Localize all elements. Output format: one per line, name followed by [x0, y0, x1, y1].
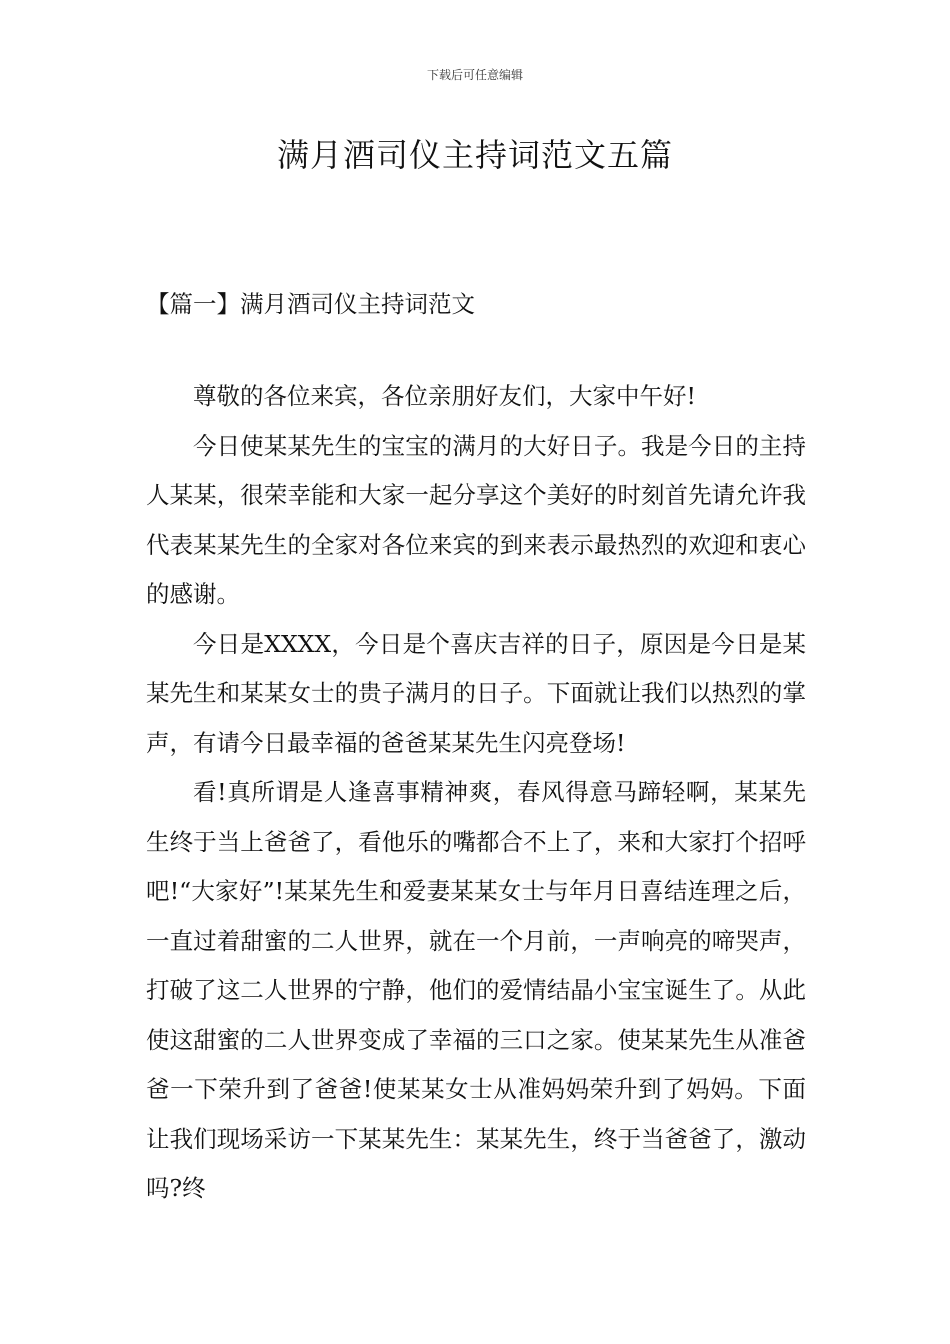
header-note: 下载后可任意编辑 [426, 68, 523, 82]
paragraph-introduction: 今日使某某先生的宝宝的满月的大好日子。我是今日的主持人某某，很荣幸能和大家一起分享这个美好的时刻首先请允许我代表某某先生的全家对各位来宾的到来表示最热烈的欢迎和衷心的感谢。 [146, 431, 806, 608]
paragraph-greeting: 尊敬的各位来宾，各位亲朋好友们，大家中午好! [193, 382, 696, 410]
page-title: 满月酒司仪主持词范文五篇 [276, 136, 673, 174]
paragraph-occasion: 今日是XXXX，今日是个喜庆吉祥的日子，原因是今日是某某先生和某某女士的贵子满月的日子。下面就让我们以热烈的掌声，有请今日最幸福的爸爸某某先生闪亮登场! [146, 629, 806, 757]
section-heading: 【篇一】满月酒司仪主持词范文 [146, 290, 475, 318]
body-text [146, 372, 806, 1214]
paragraph-story: 看!真所谓是人逢喜事精神爽，春风得意马蹄轻啊，某某先生终于当上爸爸了，看他乐的嘴都合不上了，来和大家打个招呼吧!“大家好”!某某先生和爱妻某某女士与年月日喜结连理之后，一直过着甜蜜的二人世界，就在一个月前，一声响亮的啼哭声，打破了这二人世界的宁静，他们的爱情结晶小宝宝诞生了。从此使这甜蜜的二人世界变成了幸福的三口之家。使某某先生从准爸爸一下荣升到了爸爸!使某某女士从准妈妈荣升到了妈妈。下面让我们现场采访一下某某先生：某某先生，终于当爸爸了，激动吗?终 [146, 778, 806, 1202]
